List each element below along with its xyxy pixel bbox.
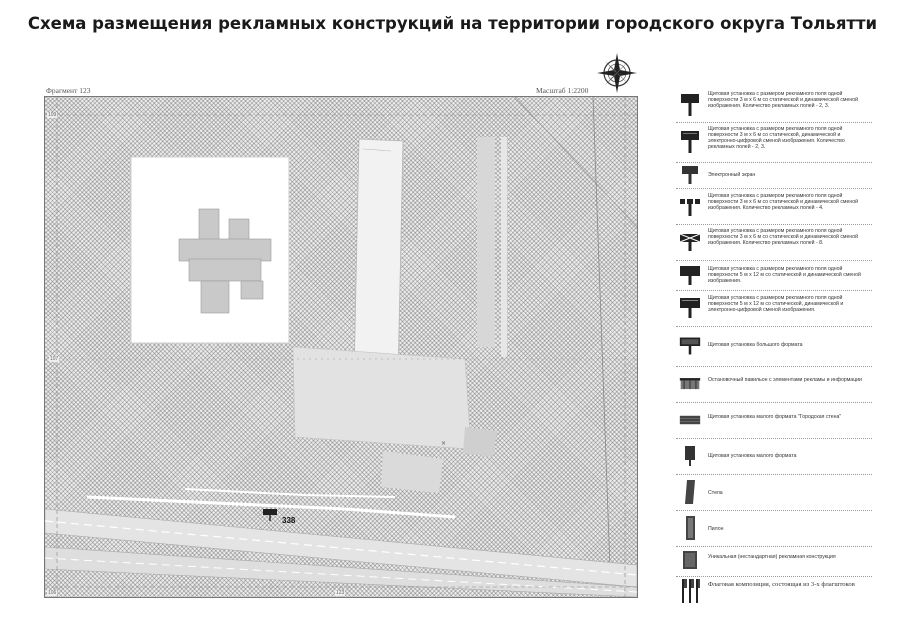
pylon-icon (679, 514, 701, 542)
legend-item: Щитовая установка с размером рекламного поля одной поверхности 3 м х 6 м со статической и динамической сменой изображения. Количество рекламных полей - 8. (676, 224, 872, 261)
stela-icon (679, 478, 701, 506)
flag-composition-icon (679, 578, 701, 604)
svg-text:×: × (441, 440, 447, 447)
bus-stop-pavilion-icon (679, 376, 701, 392)
electronic-screen-icon (679, 164, 701, 186)
billboard-5x12-static-icon (679, 264, 701, 286)
legend-item: Остановочный павильон с элементами рекламы и информации (676, 366, 872, 403)
legend-panel (676, 86, 872, 606)
object-number-label: 338 (282, 516, 296, 525)
legend-item: Щитовая установка с размером рекламного поля одной поверхности 5 м х 12 м со статической и динамической сменой изображения. (676, 260, 872, 291)
legend-item: Флаговая композиция, состоящая из 3-х флагштоков (676, 576, 872, 606)
map-area[interactable] (44, 96, 638, 598)
billboard-3x6-electronic-icon (679, 129, 701, 155)
compass-rose-icon (596, 52, 638, 94)
unique-construction-icon (679, 549, 701, 573)
grid-label: 106 (48, 590, 57, 596)
legend-item: Щитовая установка малого формата "Городская стена" (676, 402, 872, 439)
city-wall-icon (679, 413, 701, 427)
ad-object-marker (263, 509, 277, 515)
grid-label: 123 (336, 590, 345, 596)
grid-label: 109 (48, 112, 57, 118)
legend-item: Щитовая установка с размером рекламного поля одной поверхности 3 м х 6 м со статической, динамической и электронно-цифровой сменой изображения. Количество рекламных полей - 2, 3. (676, 122, 872, 163)
legend-item: Щитовая установка с размером рекламного поля одной поверхности 3 м х 6 м со статической и динамической сменой изображения. Количество рекламных полей - 2, 3. (676, 86, 872, 123)
billboard-4-fields-icon (679, 196, 701, 218)
billboard-3x6-static-dynamic-icon (679, 92, 701, 118)
legend-item: Щитовая установка большого формата (676, 326, 872, 367)
map-title: Схема размещения рекламных конструкций на территории городского округа Тольятти (27, 14, 878, 33)
billboard-5x12-electronic-icon (679, 296, 701, 320)
legend-item: Стела (676, 474, 872, 511)
grid-label: 107 (50, 356, 59, 362)
billboard-8-fields-icon (679, 231, 701, 253)
legend-item: Пилон (676, 510, 872, 547)
legend-item: Щитовая установка с размером рекламного поля одной поверхности 5 м х 12 м со статической, динамической и электронно-цифровой сменой изображения. (676, 290, 872, 327)
scale-label: Масштаб 1:2200 (536, 86, 589, 95)
large-format-icon (679, 334, 701, 358)
legend-item: Щитовая установка малого формата (676, 438, 872, 475)
legend-item: Щитовая установка с размером рекламного поля одной поверхности 3 м х 6 м со статической и динамической сменой изображения. Количество рекламных полей - 4. (676, 188, 872, 225)
legend-item: Электронный экран (676, 162, 872, 189)
map-drawing (45, 97, 637, 597)
fragment-label: Фрагмент 123 (46, 86, 91, 95)
legend-item: Уникальная (нестандартная) рекламная конструкция (676, 546, 872, 577)
small-format-icon (679, 444, 701, 468)
